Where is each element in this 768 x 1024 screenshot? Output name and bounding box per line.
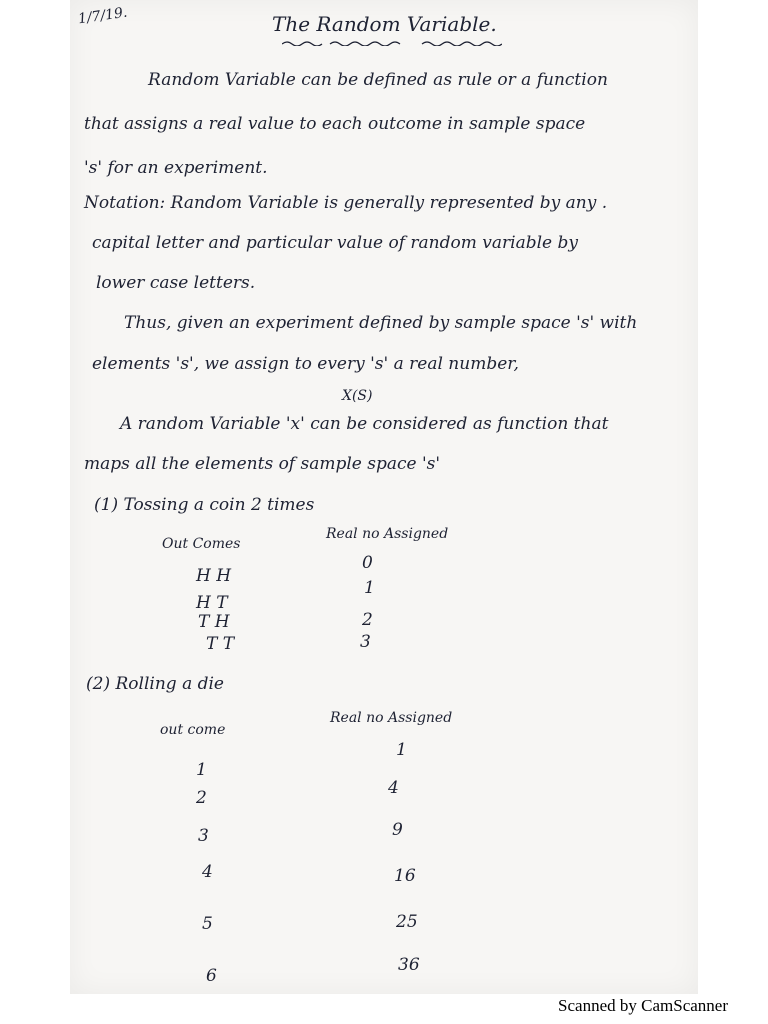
scanner-watermark: Scanned by CamScanner bbox=[558, 996, 728, 1015]
example1-col-outcome: Out Comes bbox=[162, 536, 241, 552]
para2-line1: Thus, given an experiment defined by sample space 's' with bbox=[124, 313, 638, 333]
ex2-outcome-5: 5 bbox=[202, 914, 213, 934]
notation-line3: lower case letters. bbox=[96, 273, 256, 293]
ex1-value-1: 0 bbox=[362, 553, 373, 573]
ex2-outcome-6: 6 bbox=[206, 966, 217, 986]
ex1-value-4: 3 bbox=[360, 632, 371, 652]
example1-col-real: Real no Assigned bbox=[326, 526, 449, 542]
example2-col-outcome: out come bbox=[160, 722, 226, 738]
ex2-value-3: 9 bbox=[392, 820, 403, 840]
page-title: The Random Variable. bbox=[272, 12, 497, 36]
ex2-outcome-1: 1 bbox=[196, 760, 207, 780]
notation-line1: Notation: Random Variable is generally represented by any . bbox=[84, 193, 608, 213]
date-note: 1/7/19. bbox=[77, 4, 129, 28]
title-underline-squiggle bbox=[282, 40, 502, 46]
para3-line2: maps all the elements of sample space 's' bbox=[84, 454, 441, 474]
ex2-value-2: 4 bbox=[388, 778, 399, 798]
ex1-outcome-1: H H bbox=[196, 566, 232, 586]
ex1-outcome-4: T T bbox=[206, 634, 235, 654]
example1-heading: (1) Tossing a coin 2 times bbox=[94, 495, 315, 515]
para1-line2: that assigns a real value to each outcome in sample space bbox=[84, 114, 586, 134]
ex2-value-1: 1 bbox=[396, 740, 407, 760]
notation-line2: capital letter and particular value of random variable by bbox=[92, 233, 578, 253]
ex2-outcome-2: 2 bbox=[196, 788, 207, 808]
ex2-value-4: 16 bbox=[394, 866, 416, 886]
ex1-outcome-3: T H bbox=[198, 612, 230, 632]
ex2-outcome-3: 3 bbox=[198, 826, 209, 846]
ex2-value-5: 25 bbox=[396, 912, 418, 932]
ex1-value-2: 1 bbox=[364, 578, 375, 598]
para1-line1: Random Variable can be defined as rule or a function bbox=[148, 70, 608, 90]
example2-col-real: Real no Assigned bbox=[330, 710, 453, 726]
ex2-value-6: 36 bbox=[398, 955, 420, 975]
example2-heading: (2) Rolling a die bbox=[86, 674, 224, 694]
ex1-outcome-2: H T bbox=[196, 593, 228, 613]
para2-line2: elements 's', we assign to every 's' a real number, bbox=[92, 354, 519, 374]
xs-annotation: X(S) bbox=[342, 388, 373, 404]
ex2-outcome-4: 4 bbox=[202, 862, 213, 882]
para3-line1: A random Variable 'x' can be considered as function that bbox=[120, 414, 609, 434]
ex1-value-3: 2 bbox=[362, 610, 373, 630]
para1-line3: 's' for an experiment. bbox=[84, 158, 268, 178]
